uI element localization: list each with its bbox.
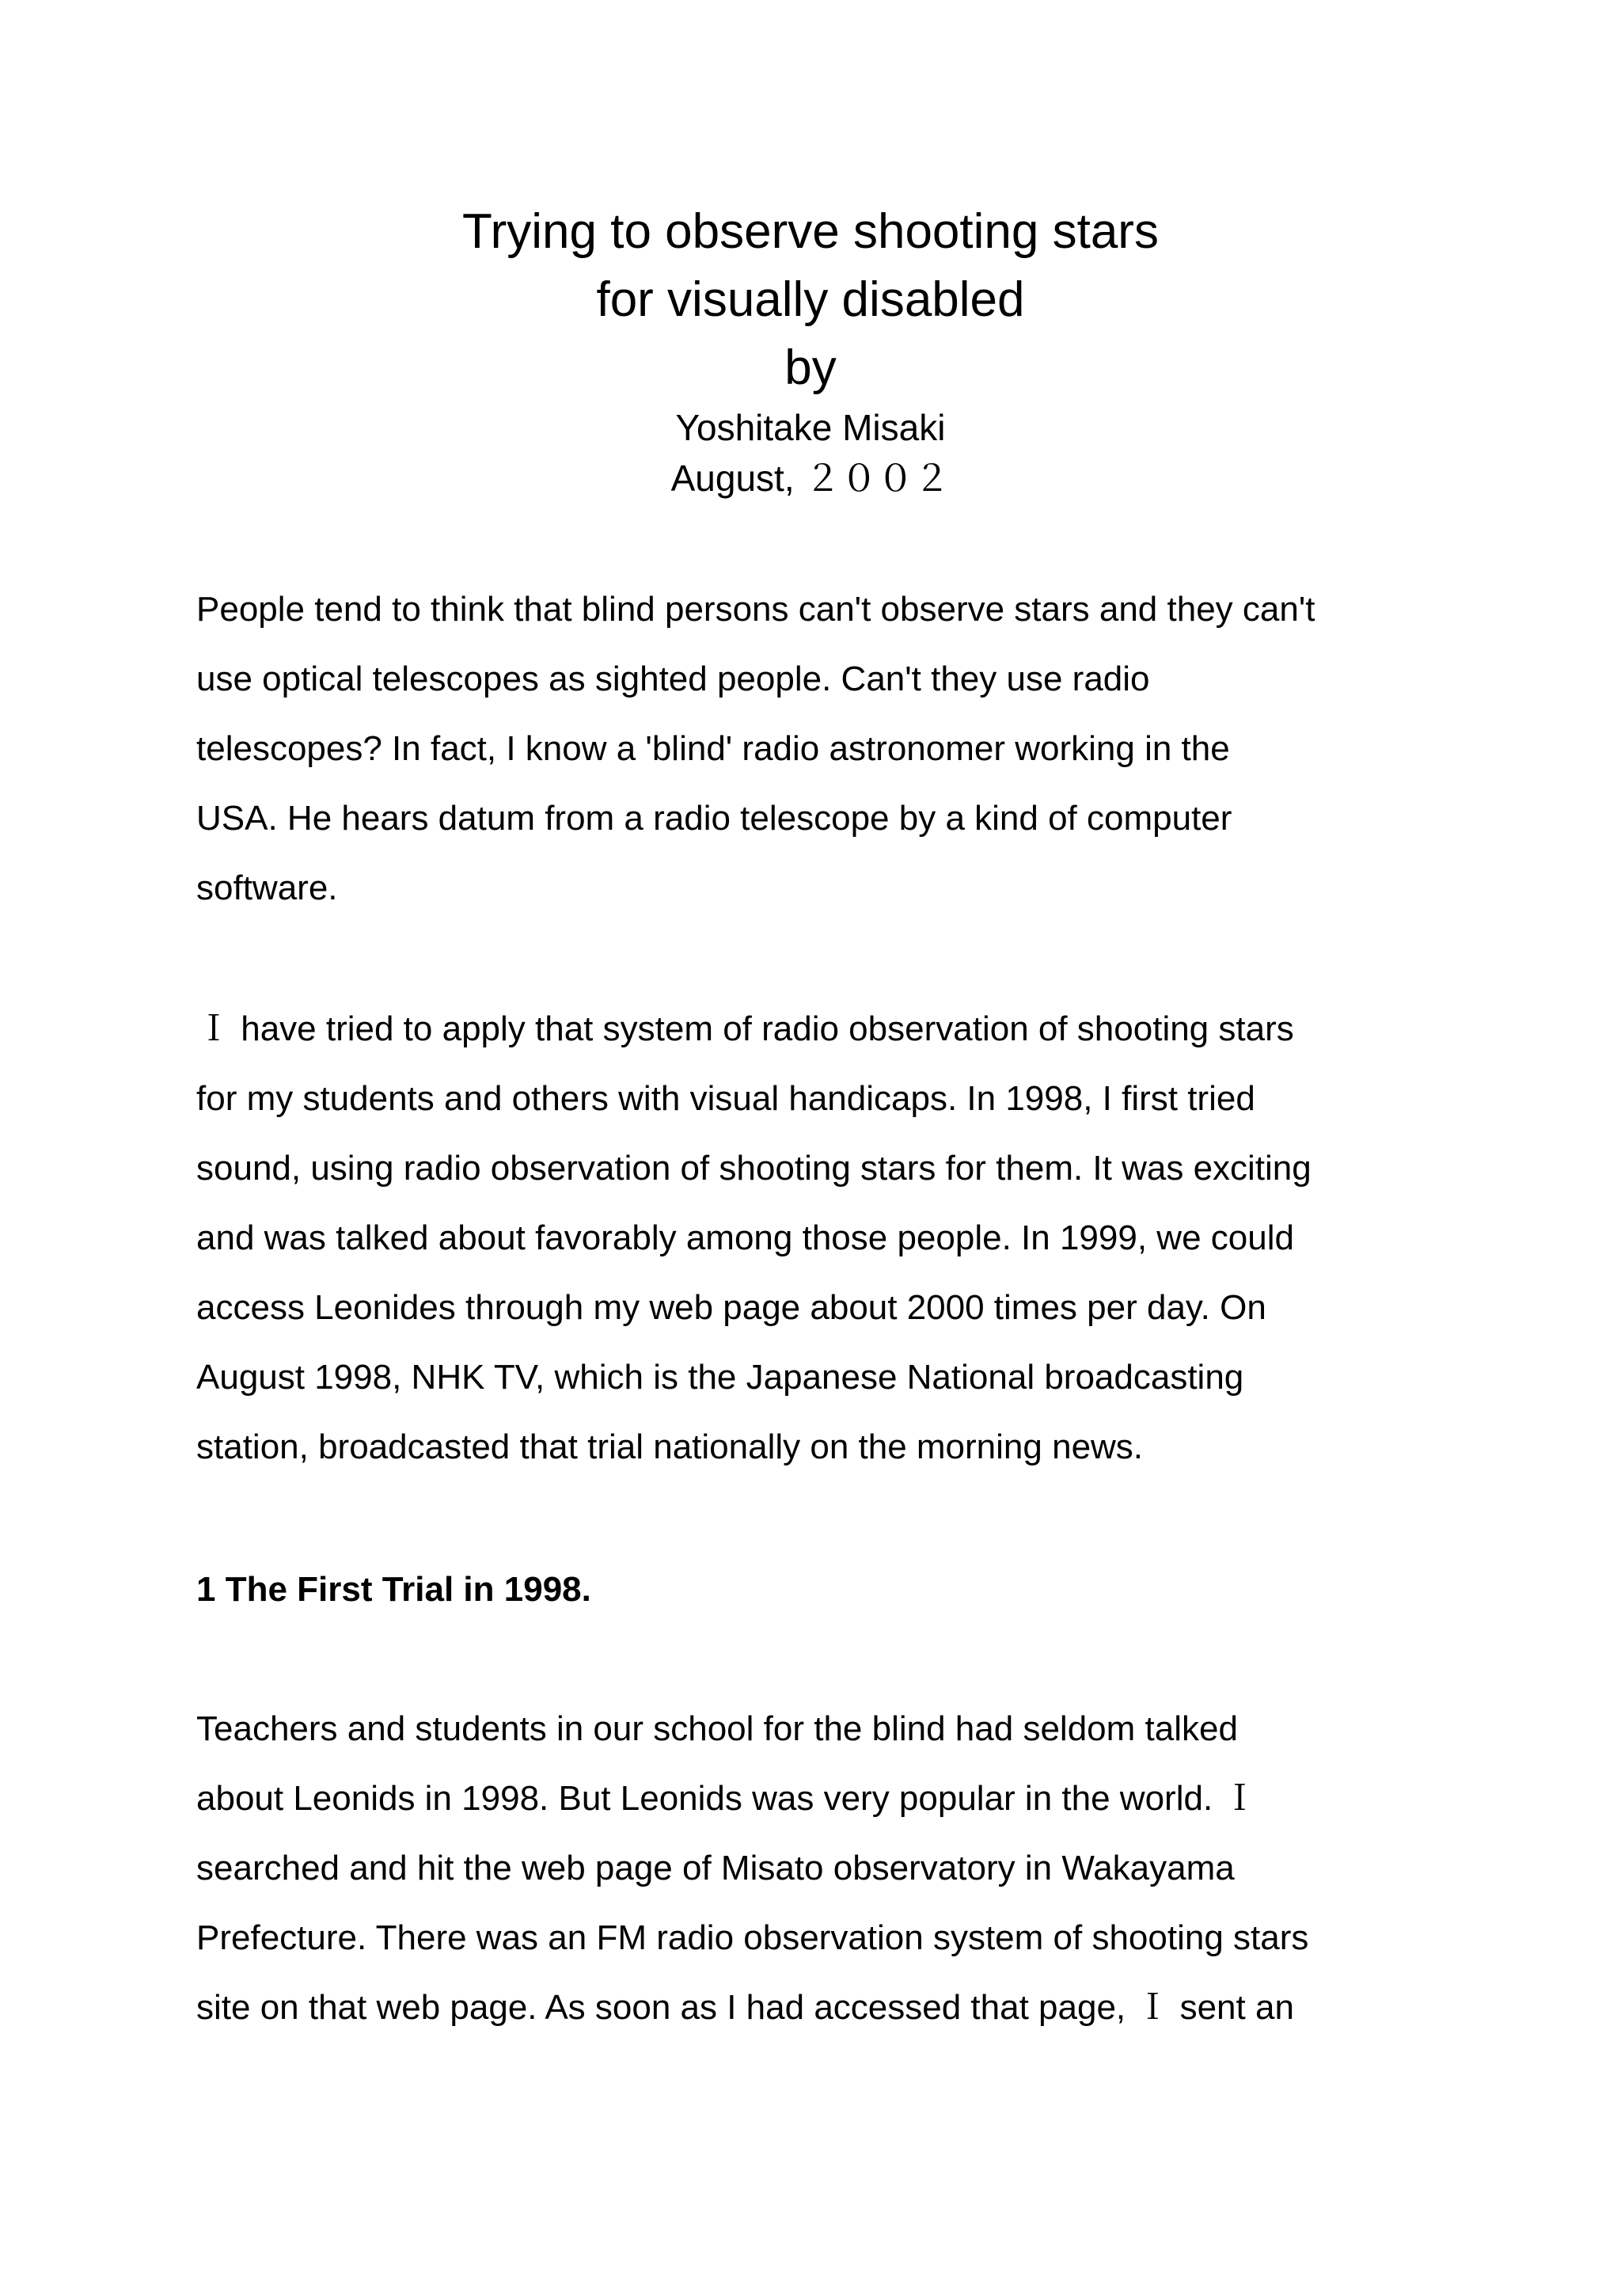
paragraph-line: USA. He hears datum from a radio telescope by a kind of computer bbox=[196, 799, 1232, 838]
paragraph-line: access Leonides through my web page about 2000 times per day. On bbox=[196, 1288, 1266, 1327]
paragraph-line: station, broadcasted that trial nationally on the morning news. bbox=[196, 1427, 1144, 1466]
paragraph-intro bbox=[196, 575, 1463, 923]
paragraph-trial-overview bbox=[196, 994, 1463, 1482]
paragraph-line: August 1998, NHK TV, which is the Japanese National broadcasting bbox=[196, 1358, 1244, 1397]
paragraph-line: use optical telescopes as sighted people. Can't they use radio bbox=[196, 660, 1150, 698]
author-name: Yoshitake Misaki bbox=[675, 407, 946, 448]
paragraph-line: People tend to think that blind persons can't observe stars and they can't bbox=[196, 590, 1315, 629]
paragraph-line: Teachers and students in our school for the blind had seldom talked bbox=[196, 1709, 1238, 1748]
paragraph-line: telescopes? In fact, I know a 'blind' radio astronomer working in the bbox=[196, 729, 1230, 768]
paragraph-line: sound, using radio observation of shooting stars for them. It was exciting bbox=[196, 1149, 1312, 1188]
title-line-1: Trying to observe shooting stars bbox=[462, 204, 1159, 259]
paragraph-line: for my students and others with visual handicaps. In 1998, I first tried bbox=[196, 1079, 1255, 1118]
paragraph-line: about Leonids in 1998. But Leonids was very popular in the world. Ｉ bbox=[196, 1779, 1258, 1818]
title-line-by: by bbox=[784, 340, 837, 395]
section-heading: 1 The First Trial in 1998. bbox=[196, 1570, 591, 1609]
title-block bbox=[0, 198, 1621, 504]
document-date: August, ２００２ bbox=[670, 458, 951, 499]
paragraph-line: Prefecture. There was an FM radio observation system of shooting stars bbox=[196, 1918, 1309, 1957]
paragraph-line: and was talked about favorably among those people. In 1999, we could bbox=[196, 1218, 1294, 1257]
paragraph-first-trial bbox=[196, 1694, 1463, 2043]
paragraph-line: Ｉ have tried to apply that system of radio observation of shooting stars bbox=[196, 1009, 1294, 1048]
title-line-2: for visually disabled bbox=[596, 272, 1025, 327]
paragraph-line: software. bbox=[196, 869, 338, 907]
paragraph-line: searched and hit the web page of Misato observatory in Wakayama bbox=[196, 1849, 1235, 1887]
paragraph-line: site on that web page. As soon as I had accessed that page, Ｉ sent an bbox=[196, 1988, 1294, 2027]
